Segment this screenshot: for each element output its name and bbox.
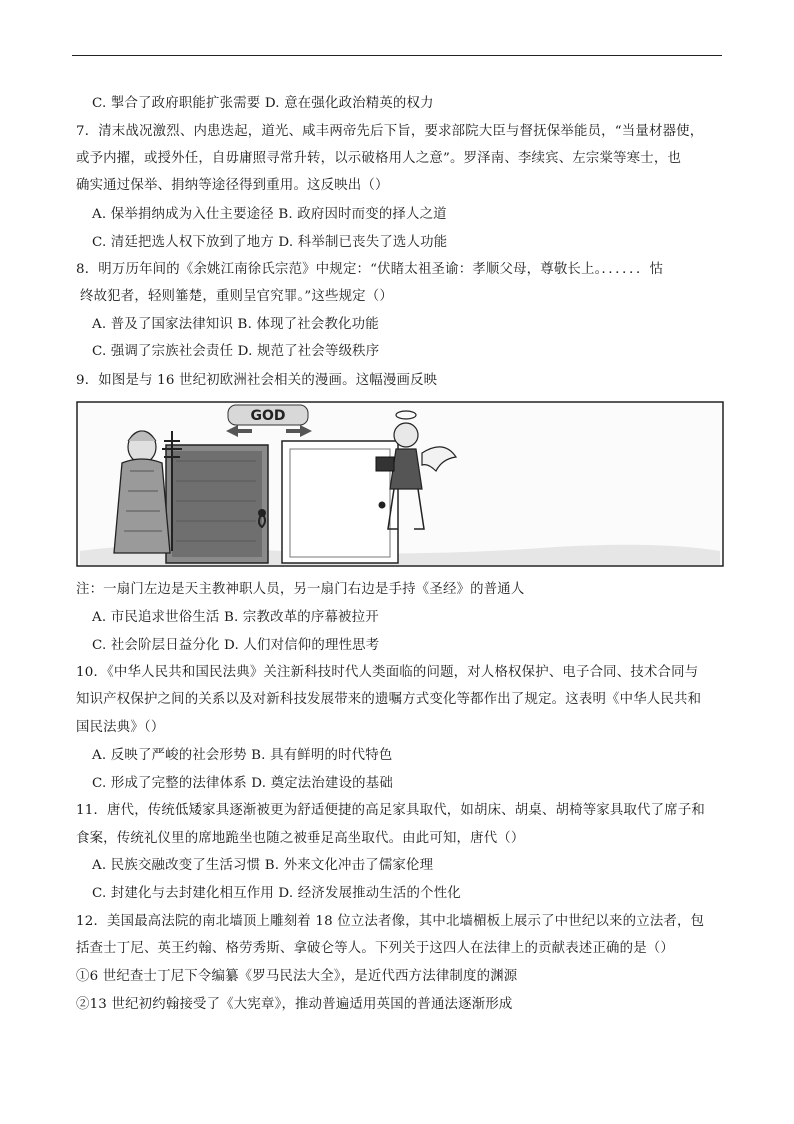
q12-statement-1: ①6 世纪查士丁尼下令编纂《罗马民法大全》，是近代西方法律制度的渊源 — [76, 969, 518, 984]
q7-stem-line3: 确实通过保举、捐纳等途径得到重用。这反映出（） — [76, 178, 389, 193]
q10-stem-line2: 知识产权保护之间的关系以及对新科技发展带来的遗嘱方式变化等都作出了规定。这表明《中华人民共和 — [76, 692, 702, 707]
cartoon-image — [76, 401, 724, 567]
q11-stem-line1: 11．唐代，传统低矮家具逐渐被更为舒适便捷的高足家具取代，如胡床、胡桌、胡椅等家具取代了席子和 — [76, 803, 706, 818]
q12-statement-2: ②13 世纪初约翰接受了《大宪章》，推动普遍适用英国的普通法逐渐形成 — [76, 997, 513, 1012]
q12-stem-line2: 括查士丁尼、英王约翰、格劳秀斯、拿破仑等人。下列关于这四人在法律上的贡献表述正确的是（） — [76, 941, 674, 956]
q9-stem: 9．如图是与 16 世纪初欧洲社会相关的漫画。这幅漫画反映 — [76, 373, 438, 388]
q10-stem-line3: 国民法典》（） — [76, 720, 165, 735]
dark-door — [166, 445, 268, 563]
q9-option-ab: A. 市民追求世俗生活 B. 宗教改革的序幕被拉开 — [92, 610, 379, 625]
q7-stem-line1: 7．清末战况激烈、内患迭起，道光、咸丰两帝先后下旨，要求部院大臣与督抚保举能员，“当量材器使， — [76, 124, 704, 139]
q12-stem-line1: 12．美国最高法院的南北墙顶上雕刻着 18 位立法者像，其中北墙楣板上展示了中世纪以来的立法者，包 — [76, 914, 705, 929]
q8-option-cd: C. 强调了宗族社会责任 D. 规范了社会等级秩序 — [92, 344, 380, 359]
q10-option-ab: A. 反映了严峻的社会形势 B. 具有鲜明的时代特色 — [92, 748, 393, 763]
q8-stem-line1: 8．明万历年间的《余姚江南徐氏宗范》中规定：“伏睹太祖圣谕：孝顺父母，尊敬长上。．．．．．．怙 — [76, 262, 664, 277]
god-sign-text: GOD — [250, 408, 286, 424]
q7-stem-line2: 或予内擢，或授外任，自毋庸照寻常升转，以示破格用人之意”。罗泽南、李续宾、左宗棠等寒士，也 — [76, 151, 682, 166]
q8-stem-line2: 终故犯者，轻则箠楚，重则呈官究罪。”这些规定（） — [80, 289, 393, 304]
q11-option-cd: C. 封建化与去封建化相互作用 D. 经济发展推动生活的个性化 — [92, 886, 461, 901]
q9-option-cd: C. 社会阶层日益分化 D. 人们对信仰的理性思考 — [92, 638, 380, 653]
q6-option-cd: C. 掣合了政府职能扩张需要 D. 意在强化政治精英的权力 — [92, 96, 434, 111]
header-rule — [72, 55, 722, 56]
q10-stem-line1: 10．《中华人民共和国民法典》关注新科技时代人类面临的问题，对人格权保护、电子合同、技术合同与 — [76, 665, 699, 680]
q9-cartoon-note: 注：一扇门左边是天主教神职人员，另一扇门右边是手持《圣经》的普通人 — [76, 582, 525, 597]
q10-option-cd: C. 形成了完整的法律体系 D. 奠定法治建设的基础 — [92, 776, 393, 791]
q8-option-ab: A. 普及了国家法律知识 B. 体现了社会教化功能 — [92, 317, 379, 332]
q7-option-ab: A. 保举捐纳成为入仕主要途径 B. 政府因时而变的择人之道 — [92, 207, 447, 222]
q11-option-ab: A. 民族交融改变了生活习惯 B. 外来文化冲击了儒家伦理 — [92, 858, 434, 873]
q11-stem-line2: 食案，传统礼仪里的席地跪坐也随之被垂足高坐取代。由此可知，唐代（） — [76, 831, 525, 846]
q7-option-cd: C. 清廷把选人权下放到了地方 D. 科举制已丧失了选人功能 — [92, 235, 448, 250]
